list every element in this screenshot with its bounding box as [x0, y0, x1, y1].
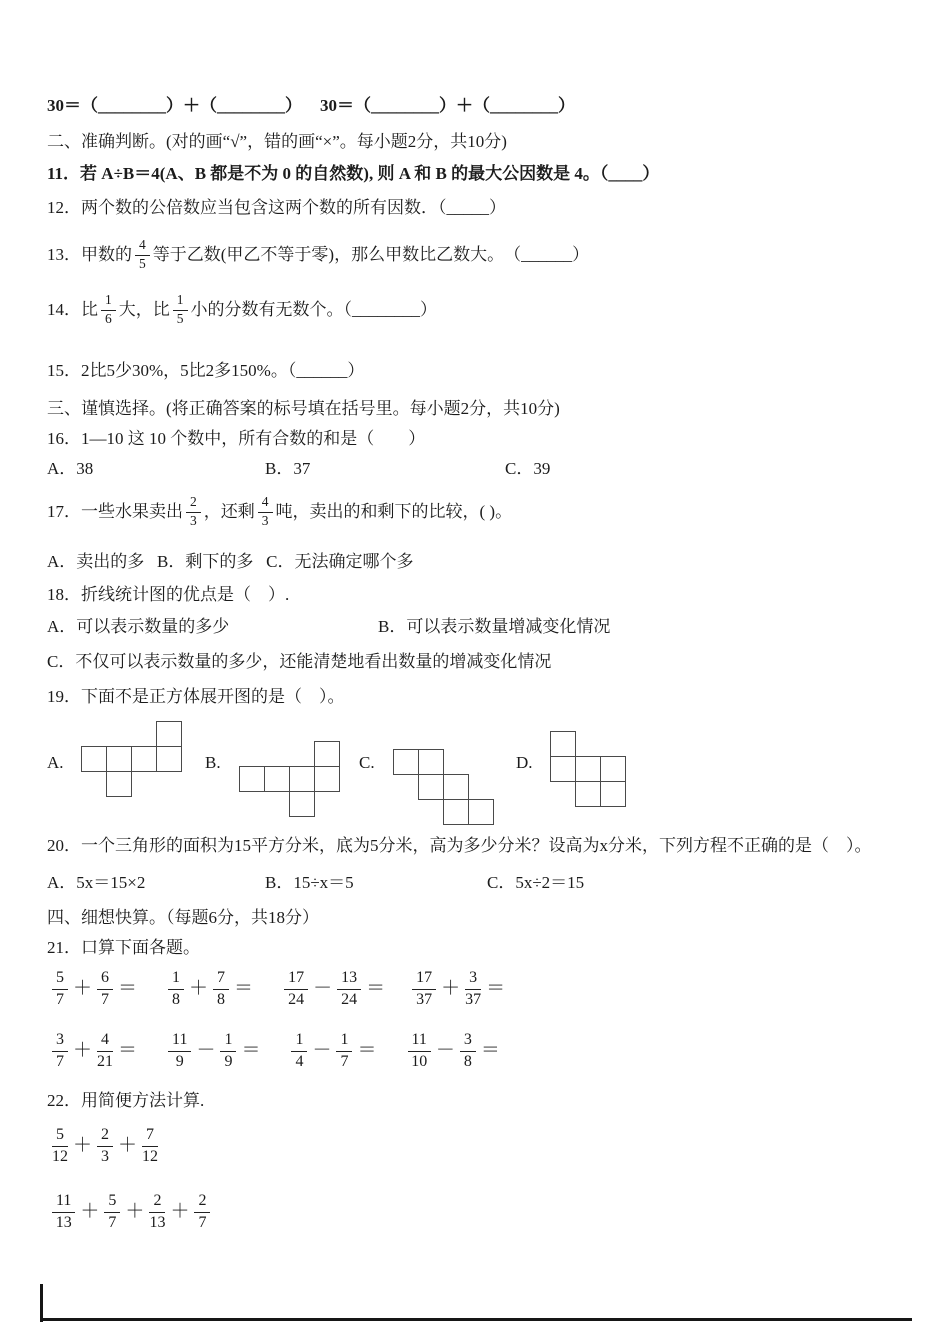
net-cell: [575, 781, 601, 807]
fill-blank-equation-row: [47, 95, 912, 117]
simplify-expression-1: [47, 1120, 912, 1172]
fraction-numerator: 11: [168, 1031, 191, 1052]
question-16-options: [47, 458, 912, 480]
spacer: [253, 989, 279, 990]
spacer: [385, 989, 407, 990]
fraction-denominator: 7: [198, 1214, 207, 1231]
fraction: [168, 969, 184, 1008]
spacer: [137, 1051, 163, 1052]
question-19: 19．下面不是正方体展开图的是（ ）。: [47, 687, 345, 706]
net-cell: [575, 756, 601, 782]
net-cell: [239, 766, 265, 792]
fraction: [194, 1192, 210, 1231]
fraction-denominator: 3: [101, 1148, 110, 1165]
text-segment: －: [313, 978, 333, 999]
scan-edge-mark-left: [40, 1284, 43, 1322]
net-label-a: A.: [47, 753, 64, 772]
fraction: [97, 969, 113, 1008]
net-cell: [600, 781, 626, 807]
net-cell: [393, 749, 419, 775]
fraction-numerator: 2: [149, 1192, 165, 1213]
net-option-b: [205, 721, 340, 817]
fraction-numerator: 1: [101, 293, 116, 311]
cube-nets-row: [47, 721, 912, 825]
net-cell: [550, 756, 576, 782]
question-20-options: [47, 872, 912, 894]
net-cell: [550, 731, 576, 757]
oral-calc-row-1: [47, 963, 912, 1015]
section-calc-heading: 四、细想快算。（每题6分，共18分）: [47, 908, 319, 927]
text-segment: 15．2比5少30%，5比2多150%。（______）: [47, 361, 365, 380]
fraction-denominator: 7: [56, 991, 64, 1008]
cube-net-d: [550, 731, 626, 807]
text-segment: ＋: [189, 978, 209, 999]
text-segment: ＋: [73, 978, 93, 999]
net-label-b: B.: [205, 753, 221, 772]
fraction-denominator: 3: [190, 513, 197, 528]
fraction: [52, 1031, 68, 1070]
question-20: 20．一个三角形的面积为15平方分米，底为5分米，高为多少分米？设高为x分米，下列方程不正确的是（ ）。: [47, 836, 872, 855]
net-cell: [131, 746, 157, 772]
net-cell: [418, 774, 444, 800]
text-segment: ＋: [73, 1040, 93, 1061]
fraction-numerator: 6: [97, 969, 113, 990]
fraction: [465, 969, 481, 1008]
fraction: [337, 969, 361, 1008]
fraction-denominator: 12: [142, 1148, 159, 1165]
option-18-b: B．可以表示数量增减变化情况: [378, 617, 611, 636]
fraction-denominator: 8: [463, 1053, 472, 1070]
fraction-denominator: 7: [108, 1214, 117, 1231]
fraction: [213, 969, 229, 1008]
fraction-numerator: 2: [194, 1192, 210, 1213]
fraction-numerator: 4: [97, 1031, 113, 1052]
fraction-numerator: 11: [408, 1031, 431, 1052]
fraction: [52, 1126, 68, 1165]
fraction: [104, 1192, 120, 1231]
text-segment: ＝: [118, 1040, 138, 1061]
equation-blank-left: 30＝（________）＋（________）: [47, 96, 302, 115]
fraction-numerator: 17: [284, 969, 308, 990]
text-segment: 11．若 A÷B＝4(A、B 都是不为 0 的自然数), 则 A 和 B 的最大公因数是 4。（____）: [47, 164, 660, 183]
text-segment: 小的分数有无数个。（________）: [190, 300, 437, 319]
text-segment: 等于乙数(甲乙不等于零)，那么甲数比乙数大。 （______）: [152, 245, 590, 264]
net-cell: [314, 766, 340, 792]
fraction-numerator: 1: [220, 1031, 236, 1052]
fraction-numerator: 11: [52, 1192, 75, 1213]
fraction-numerator: 13: [337, 969, 361, 990]
fraction-denominator: 13: [55, 1214, 72, 1231]
net-cell: [289, 766, 315, 792]
fraction: [258, 495, 273, 529]
cube-net-a: [81, 721, 182, 797]
fraction-numerator: 3: [52, 1031, 68, 1052]
text-segment: －: [312, 1040, 332, 1061]
question-17: [47, 490, 912, 534]
fraction-numerator: 5: [104, 1192, 120, 1213]
fraction-numerator: 2: [186, 495, 201, 513]
question-17-options: A．卖出的多 B．剩下的多 C．无法确定哪个多: [47, 552, 414, 571]
fraction: [149, 1192, 165, 1231]
text-segment: ＝: [241, 1040, 261, 1061]
fraction: [135, 238, 150, 272]
text-segment: ＝: [118, 978, 138, 999]
question-22: 22．用简便方法计算.: [47, 1091, 205, 1110]
text-segment: ＝: [357, 1040, 377, 1061]
fraction: [173, 293, 188, 327]
fraction: [186, 495, 201, 529]
option-16-c: C．39: [505, 459, 551, 478]
net-cell: [600, 756, 626, 782]
fraction-denominator: 37: [416, 991, 433, 1008]
net-cell: [81, 746, 107, 772]
net-option-a: [47, 721, 182, 797]
cube-net-b: [239, 741, 340, 817]
fraction: [220, 1031, 236, 1070]
fraction-denominator: 5: [176, 311, 184, 326]
fraction-denominator: 37: [465, 991, 482, 1008]
net-cell: [468, 799, 494, 825]
fraction-denominator: 7: [340, 1053, 349, 1070]
fraction-numerator: 7: [142, 1126, 158, 1147]
text-segment: ＋: [441, 978, 461, 999]
question-18-options-ab: [47, 616, 912, 638]
fraction: [460, 1031, 476, 1070]
fraction: [97, 1031, 113, 1070]
text-segment: ＋: [170, 1201, 190, 1222]
fraction-denominator: 5: [139, 256, 146, 271]
fraction: [142, 1126, 158, 1165]
question-15: [47, 360, 912, 382]
fraction-denominator: 3: [261, 513, 269, 528]
fraction-numerator: 1: [173, 293, 188, 311]
fraction: [284, 969, 308, 1008]
spacer: [377, 1051, 403, 1052]
simplify-expression-2: [47, 1186, 912, 1238]
text-segment: 12．两个数的公倍数应当包含这两个数的所有因数．（_____）: [47, 198, 506, 217]
question-21: 21．口算下面各题。: [47, 938, 200, 957]
section-judge-heading: 二、准确判断。(对的画“√”，错的画“×”。每小题2分，共10分): [47, 132, 507, 151]
fraction: [52, 969, 68, 1008]
scan-edge-mark-bottom: [40, 1318, 912, 1321]
net-option-d: [516, 721, 626, 807]
text-segment: ＋: [118, 1135, 138, 1156]
text-segment: ＝: [234, 978, 254, 999]
net-cell: [289, 791, 315, 817]
fraction-denominator: 8: [217, 991, 226, 1008]
text-segment: －: [196, 1040, 216, 1061]
text-segment: 14．比: [47, 300, 98, 319]
text-segment: 13．甲数的: [47, 245, 132, 264]
fraction: [101, 293, 116, 327]
oral-calc-row-2: [47, 1025, 912, 1077]
fraction-numerator: 4: [135, 238, 150, 256]
text-segment: ＝: [480, 1040, 500, 1061]
fraction: [168, 1031, 191, 1070]
question-11: [47, 163, 912, 185]
fraction-denominator: 24: [288, 991, 305, 1008]
fraction-numerator: 4: [258, 495, 273, 513]
text-segment: 吨，卖出的和剩下的比较，( )。: [275, 502, 513, 521]
net-cell: [443, 799, 469, 825]
question-16: 16．1—10 这 10 个数中，所有合数的和是（ ）: [47, 429, 426, 448]
net-option-c: [359, 721, 494, 825]
net-label-c: C.: [359, 753, 375, 772]
spacer: [137, 989, 163, 990]
fraction: [52, 1192, 75, 1231]
fraction: [291, 1031, 307, 1070]
text-segment: ＋: [80, 1201, 100, 1222]
fraction-denominator: 13: [149, 1214, 166, 1231]
option-18-c: C．不仅可以表示数量的多少，还能清楚地看出数量的增减变化情况: [47, 652, 552, 671]
fraction-numerator: 17: [412, 969, 436, 990]
fraction-numerator: 1: [336, 1031, 352, 1052]
fraction-denominator: 9: [175, 1053, 184, 1070]
fraction-numerator: 2: [97, 1126, 113, 1147]
option-20-b: B．15÷x＝5: [265, 873, 354, 892]
fraction-numerator: 3: [460, 1031, 476, 1052]
fraction-numerator: 5: [52, 1126, 68, 1147]
option-16-a: A．38: [47, 459, 94, 478]
fraction-denominator: 4: [295, 1053, 304, 1070]
option-18-a: A．可以表示数量的多少: [47, 617, 230, 636]
net-cell: [106, 746, 132, 772]
net-cell: [443, 774, 469, 800]
question-14: [47, 288, 912, 332]
fraction-denominator: 8: [172, 991, 181, 1008]
text-segment: 大，比: [118, 300, 170, 319]
text-segment: ＋: [73, 1135, 93, 1156]
option-16-b: B．37: [265, 459, 311, 478]
option-20-a: A．5x＝15×2: [47, 873, 146, 892]
fraction-denominator: 21: [97, 1053, 114, 1070]
fraction-numerator: 7: [213, 969, 229, 990]
question-12: [47, 197, 912, 219]
spacer: [260, 1051, 286, 1052]
text-segment: ＝: [366, 978, 386, 999]
fraction-numerator: 1: [168, 969, 184, 990]
text-segment: 17．一些水果卖出: [47, 502, 183, 521]
fraction-denominator: 6: [105, 311, 112, 326]
net-cell: [418, 749, 444, 775]
fraction-denominator: 7: [101, 991, 110, 1008]
net-cell: [264, 766, 290, 792]
question-13: [47, 233, 912, 277]
fraction: [97, 1126, 113, 1165]
cube-net-c: [393, 749, 494, 825]
fraction-denominator: 12: [52, 1148, 68, 1165]
net-cell: [106, 771, 132, 797]
question-18: 18．折线统计图的优点是（ ）.: [47, 585, 290, 604]
fraction: [408, 1031, 431, 1070]
equation-blank-right: 30＝（________）＋（________）: [320, 96, 575, 115]
text-segment: ＝: [486, 978, 506, 999]
text-segment: －: [435, 1040, 455, 1061]
fraction: [412, 969, 436, 1008]
fraction-numerator: 5: [52, 969, 68, 990]
fraction-denominator: 7: [56, 1053, 64, 1070]
fraction-denominator: 9: [224, 1053, 233, 1070]
text-segment: ＋: [125, 1201, 145, 1222]
option-20-c: C．5x÷2＝15: [487, 873, 585, 892]
fraction-numerator: 1: [291, 1031, 307, 1052]
fraction-denominator: 10: [411, 1053, 428, 1070]
text-segment: ，还剩: [203, 502, 255, 521]
net-label-d: D.: [516, 753, 533, 772]
net-cell: [314, 741, 340, 767]
net-cell: [156, 746, 182, 772]
net-cell: [156, 721, 182, 747]
section-choice-heading: 三、谨慎选择。(将正确答案的标号填在括号里。每小题2分，共10分): [47, 399, 560, 418]
fraction-denominator: 24: [341, 991, 358, 1008]
fraction-numerator: 3: [465, 969, 481, 990]
fraction: [336, 1031, 352, 1070]
